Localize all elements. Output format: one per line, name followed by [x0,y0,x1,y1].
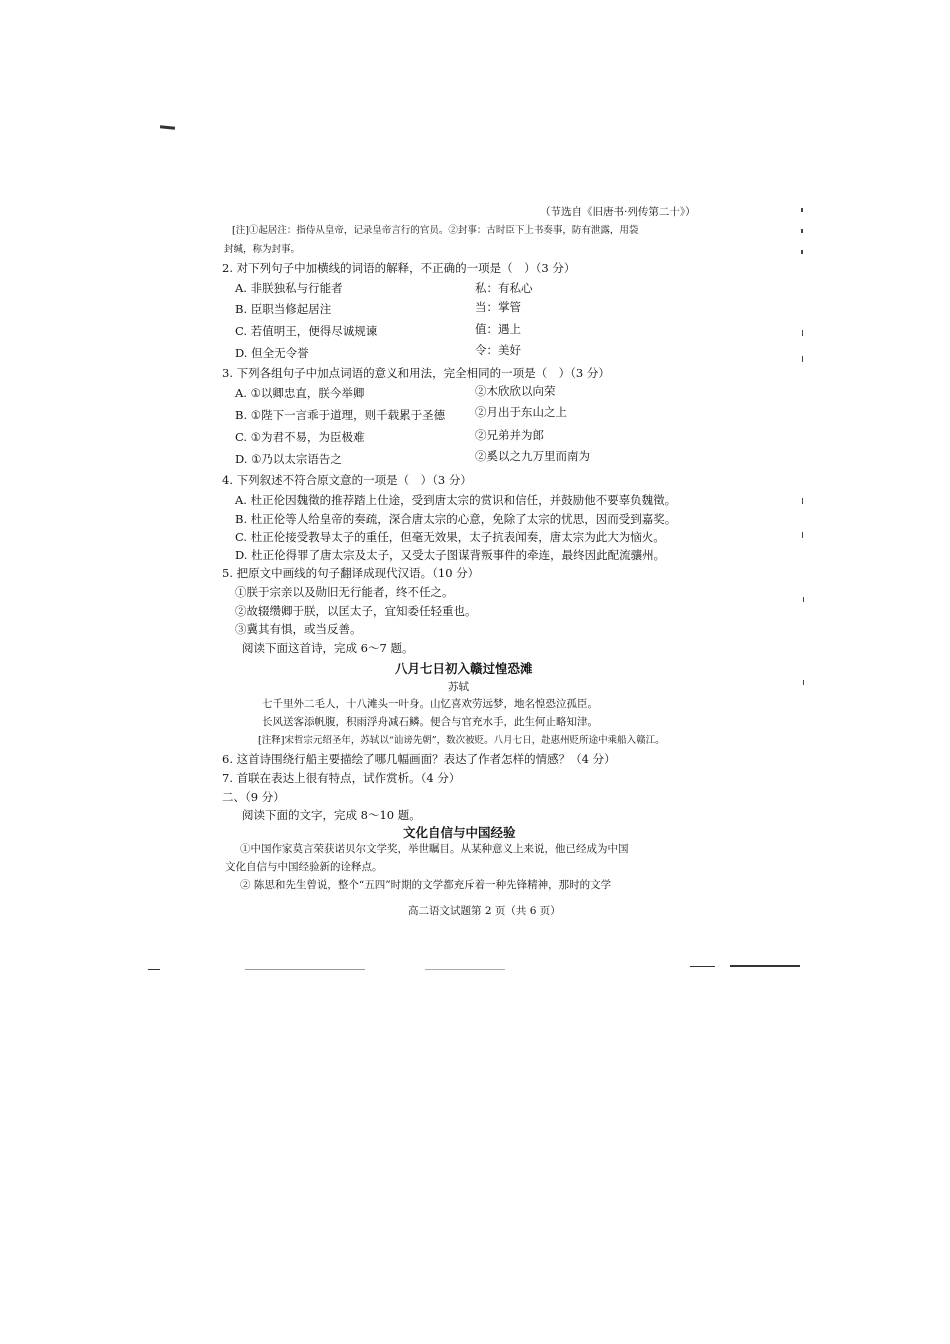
article-title: 文化自信与中国经验 [403,825,516,840]
question-6: 6. 这首诗围绕行船主要描绘了哪几幅画面？表达了作者怎样的情感？（4 分） [222,752,616,766]
question-7: 7. 首联在表达上很有特点，试作赏析。（4 分） [222,771,461,785]
q5-item-2: ②故辍缵卿于朕，以匡太子，宜知委任轻重也。 [235,604,477,618]
article-paragraph-1b: 文化自信与中国经验新的诠释点。 [225,861,383,873]
scan-line-bottom-5 [730,965,800,967]
q3-option-d-pair: ②奚以之九万里而南为 [475,449,590,463]
q2-option-b-gloss: 当：掌管 [475,300,521,314]
section-2-intro: 阅读下面的文字，完成 8～10 题。 [242,808,421,822]
q2-option-a: A. 非朕独私与行能者 [235,281,343,295]
q2-option-d-gloss: 令：美好 [475,343,521,357]
poem-line-1: 七千里外二毛人，十八滩头一叶身。山忆喜欢劳远梦，地名惶恐泣孤臣。 [262,698,598,710]
question-4-stem: 4. 下列叙述不符合原文意的一项是（ ）（3 分） [222,473,472,487]
question-5-stem: 5. 把原文中画线的句子翻译成现代汉语。（10 分） [222,566,480,580]
q2-option-a-gloss: 私：有私心 [475,281,533,295]
question-3-stem: 3. 下列各组句子中加点词语的意义和用法，完全相同的一项是（ ）（3 分） [222,366,610,380]
scan-speck [803,680,804,685]
scan-line-bottom-2 [245,969,365,970]
poem-title: 八月七日初入赣过惶恐滩 [395,661,533,676]
footnote-line-1: [注]①起居注：指侍从皇帝，记录皇帝言行的官员。②封事：古时臣下上书奏事，防有泄露，用袋 [232,225,639,236]
scan-line-bottom-4 [690,966,715,967]
q4-option-a: A. 杜正伦因魏徵的推荐踏上仕途，受到唐太宗的赏识和信任，并鼓励他不要辜负魏徵。 [235,493,677,507]
poem-intro: 阅读下面这首诗，完成 6～7 题。 [242,641,414,655]
scan-speck [802,356,803,362]
scan-line-bottom-1 [148,969,160,970]
scan-speck [801,250,803,254]
q2-option-d: D. 但全无令誉 [235,346,309,360]
q2-option-b: B. 臣职当修起居注 [235,302,332,316]
scan-speck [802,532,803,538]
article-paragraph-2: ② 陈思和先生曾说，整个“五四”时期的文学都充斥着一种先锋精神，那时的文学 [240,879,612,891]
poem-author: 苏轼 [448,681,469,693]
scan-line-bottom-3 [425,969,505,970]
footnote-line-2: 封缄，称为封事。 [224,244,301,255]
q3-option-c-pair: ②兄弟并为郎 [475,428,544,442]
scan-speck [803,597,804,602]
page-footer: 高二语文试题第 2 页（共 6 页） [408,905,561,917]
article-paragraph-1a: ①中国作家莫言荣获诺贝尔文学奖，举世瞩目。从某种意义上来说，他已经成为中国 [240,843,629,855]
q3-option-d: D. ①乃以太宗语告之 [235,452,342,466]
q5-item-1: ①朕于宗亲以及勋旧无行能者，终不任之。 [235,585,454,599]
q2-option-c: C. 若值明王，便得尽诚规谏 [235,324,378,338]
q3-option-b: B. ①陛下一言乖于道理，则千载累于圣德 [235,408,446,422]
source-citation: （节选自《旧唐书·列传第二十》） [540,206,696,218]
scan-speck [802,330,803,336]
scan-speck [801,229,803,233]
poem-line-2: 长风送客添帆腹，积雨浮舟减石鳞。便合与官充水手，此生何止略知津。 [262,716,598,728]
q4-option-d: D. 杜正伦得罪了唐太宗及太子，又受太子图谋背叛事件的牵连，最终因此配流骧州。 [235,548,666,562]
scan-mark-top-left [160,125,175,130]
q3-option-a: A. ①以卿忠直，朕今举卿 [235,386,365,400]
section-2-heading: 二、（9 分） [222,790,285,804]
q3-option-a-pair: ②木欣欣以向荣 [475,384,556,398]
q5-item-3: ③冀其有惧，或当反善。 [235,622,362,636]
question-2-stem: 2. 对下列句子中加横线的词语的解释，不正确的一项是（ ）（3 分） [222,261,576,275]
q4-option-c: C. 杜正伦接受教导太子的重任，但毫无效果，太子抗表闻奏，唐太宗为此大为恼火。 [235,530,665,544]
q2-option-c-gloss: 值：遇上 [475,322,521,336]
scan-speck [802,498,803,504]
q3-option-c: C. ①为君不易，为臣极难 [235,430,365,444]
q4-option-b: B. 杜正伦等人给皇帝的奏疏，深合唐太宗的心意，免除了太宗的忧思，因而受到嘉奖。 [235,512,677,526]
scan-speck [801,208,803,212]
q3-option-b-pair: ②月出于东山之上 [475,405,567,419]
poem-annotation: [注释]宋哲宗元绍圣年，苏轼以“讪谤先朝”，数次被贬。八月七日，赴惠州贬所途中乘船入赣江。 [258,735,665,746]
